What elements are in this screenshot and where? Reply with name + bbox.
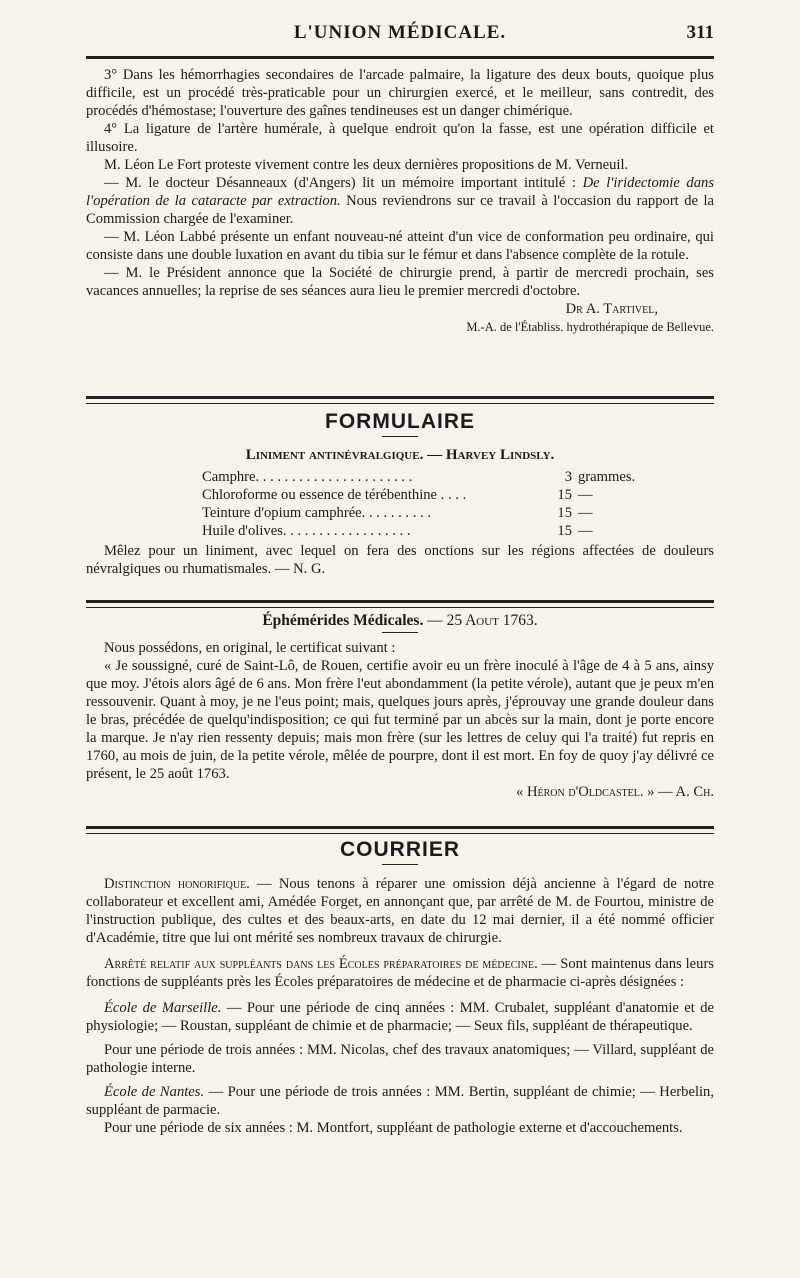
paragraph <box>86 955 714 991</box>
paragraph: 4° La ligature de l'artère humérale, à quelque endroit qu'on la fasse, est une opération difficile et illusoire. <box>86 121 714 155</box>
paragraph-label: École de Marseille. <box>104 1000 222 1016</box>
paragraph-label: Arrêté relatif aux suppléants dans les Écoles préparatoires de médecine. <box>104 956 538 972</box>
paragraph-text: — Sont maintenus dans leurs fonctions de suppléants près les Écoles préparatoires de médecine et de pharmacie ci-après désignées : <box>86 956 714 990</box>
ingredient: Teinture d'opium camphrée. . . . . . . . . . <box>202 505 431 521</box>
paragraph-text: — Pour une période de cinq années : MM. Crubalet, suppléant d'anatomie et de physiologie; — Roustan, suppléant de chimie et de pharmacie; — Seux fils, suppléant de thérapeutique. <box>86 1000 714 1034</box>
recipe-row <box>86 486 714 504</box>
recipe-table <box>86 468 714 540</box>
title-underline <box>382 632 418 633</box>
section-title-formulaire: FORMULAIRE <box>325 410 475 433</box>
paragraph: 3° Dans les hémorrhagies secondaires de l'arcade palmaire, la ligature des deux bouts, quoique plus difficile, est un procédé très-praticable pour un chirurgien exercé, et le meilleur, sans contredit, des procédés d'hémostase; l'ouverture des gaînes tendineuses est un danger chimérique. <box>86 67 714 119</box>
title-underline <box>382 864 418 865</box>
ephemerides-section <box>86 612 714 801</box>
page-header <box>86 22 714 50</box>
signature-title: M.-A. de l'Établiss. hydrothérapique de Bellevue. <box>466 320 714 334</box>
quoted-certificate: « Je soussigné, curé de Saint-Lô, de Rouen, certifie avoir eu un frère inoculé à l'âge de 4 à 5 ans, ainsy que moy. J'étois alors âgé de 6 ans. Mon frère l'eut abondamment (la petite vérole), autant que je peux m'en ressouvenir. Quant à moy, je ne l'eus point; mais, quelques jours après, j'éprouvay une grande douleur dans le bras, précédée de quelqu'indisposition; ce qui fut terminé par un abcès sur la main, dont je porte encore la marque. Je n'ay rien ressenty depuis; mais mon frère (sur les lettres de celuy qui l'a traité) fut repris en 1760, au mois de juin, de la petite vérole, mêlée de pourpre, dont il est mort. En foy de quoy j'ay délivré ce présent, le 25 août 1763. <box>86 658 714 782</box>
recipe-row <box>86 468 714 486</box>
paragraph <box>86 174 714 228</box>
unit: — <box>578 505 593 521</box>
paragraph-label: Distinction honorifique. <box>104 876 250 892</box>
formulaire-section <box>86 410 714 578</box>
paragraph-label: École de Nantes. <box>104 1084 205 1100</box>
unit: — <box>578 523 593 539</box>
recipe-row <box>86 522 714 540</box>
memoir-title: De l'iridectomie dans l'opération de la cataracte par extraction. <box>86 175 714 209</box>
ingredient: Chloroforme ou essence de térébenthine . . . . <box>202 487 467 503</box>
paragraph-text: — Pour une période de trois années : MM. Bertin, suppléant de chimie; — Herbelin, suppléant de parmacie. <box>86 1084 714 1118</box>
running-title: L'UNION MÉDICALE. <box>293 22 507 43</box>
courrier-section <box>86 838 714 1137</box>
signature: Dr A. Tartivel, <box>565 301 658 317</box>
paragraph: Mêlez pour un liniment, avec lequel on fera des onctions sur les régions affectées de douleurs névralgiques ou rhumatismales. — N. G. <box>86 543 714 577</box>
certificate-signature: « Héron d'Oldcastel. » — A. Ch. <box>516 784 714 800</box>
paragraph: Pour une période de trois années : MM. Nicolas, chef des travaux anatomiques; — Villard, suppléant de pathologie interne. <box>86 1042 714 1076</box>
unit: — <box>578 487 593 503</box>
paragraph: Nous possédons, en original, le certificat suivant : <box>104 640 396 656</box>
paragraph <box>86 1083 714 1119</box>
ingredient: Huile d'olives. . . . . . . . . . . . . . . . . . <box>202 523 411 539</box>
recipe-heading: Liniment antinévralgique. — Harvey Lindsly. <box>245 447 555 463</box>
paragraph-text: Nous reviendrons sur ce travail à l'occasion du rapport de la Commission chargée de l'examiner. <box>86 193 714 227</box>
paragraph <box>86 999 714 1035</box>
quantity: 15 <box>557 487 572 503</box>
society-report <box>86 66 714 336</box>
quantity: 15 <box>557 505 572 521</box>
ingredient: Camphre. . . . . . . . . . . . . . . . . . . . . . <box>202 469 413 485</box>
section-rule <box>86 826 714 834</box>
section-rule <box>86 396 714 404</box>
title-underline <box>382 436 418 437</box>
paragraph: — M. le Président annonce que la Société de chirurgie prend, à partir de mercredi prochain, ses vacances annuelles; la reprise de ses séances aura lieu le premier mercredi d'octobre. <box>86 265 714 299</box>
paragraph: Pour une période de six années : M. Montfort, suppléant de pathologie externe et d'accouchements. <box>104 1120 683 1136</box>
quantity: 3 <box>564 469 572 485</box>
unit: grammes. <box>578 469 636 485</box>
paragraph: — M. Léon Labbé présente un enfant nouveau-né atteint d'un vice de conformation peu ordinaire, qui consiste dans une double luxation en avant du tibia sur le fémur et dans l'absence complète de la rotule. <box>86 229 714 263</box>
paragraph-text: — M. le docteur Désanneaux (d'Angers) lit un mémoire important intitulé : <box>104 175 583 191</box>
paragraph: M. Léon Le Fort proteste vivement contre les deux dernières propositions de M. Verneuil. <box>104 157 629 173</box>
paragraph-text: — Nous tenons à réparer une omission déjà ancienne à l'égard de notre collaborateur et excellent ami, Amédée Forget, en annonçant que, par arrêté de M. de Fourtou, ministre de l'instruction publique, des cultes et des beaux-arts, en date du 12 mai dernier, il a été nommé officier d'Académie, titre que lui ont mérité ses nombreux travaux de chirurgie. <box>86 876 714 946</box>
quantity: 15 <box>557 523 572 539</box>
recipe-row <box>86 504 714 522</box>
ephemerides-title-label: Éphémérides Médicales. <box>262 612 424 629</box>
ephemerides-title <box>86 612 714 630</box>
header-rule <box>86 56 714 59</box>
page-number: 311 <box>686 22 714 43</box>
section-rule <box>86 600 714 608</box>
paragraph <box>86 875 714 947</box>
section-title-courrier: COURRIER <box>339 838 460 861</box>
ephemerides-date: — 25 Aout 1763. <box>423 612 538 629</box>
